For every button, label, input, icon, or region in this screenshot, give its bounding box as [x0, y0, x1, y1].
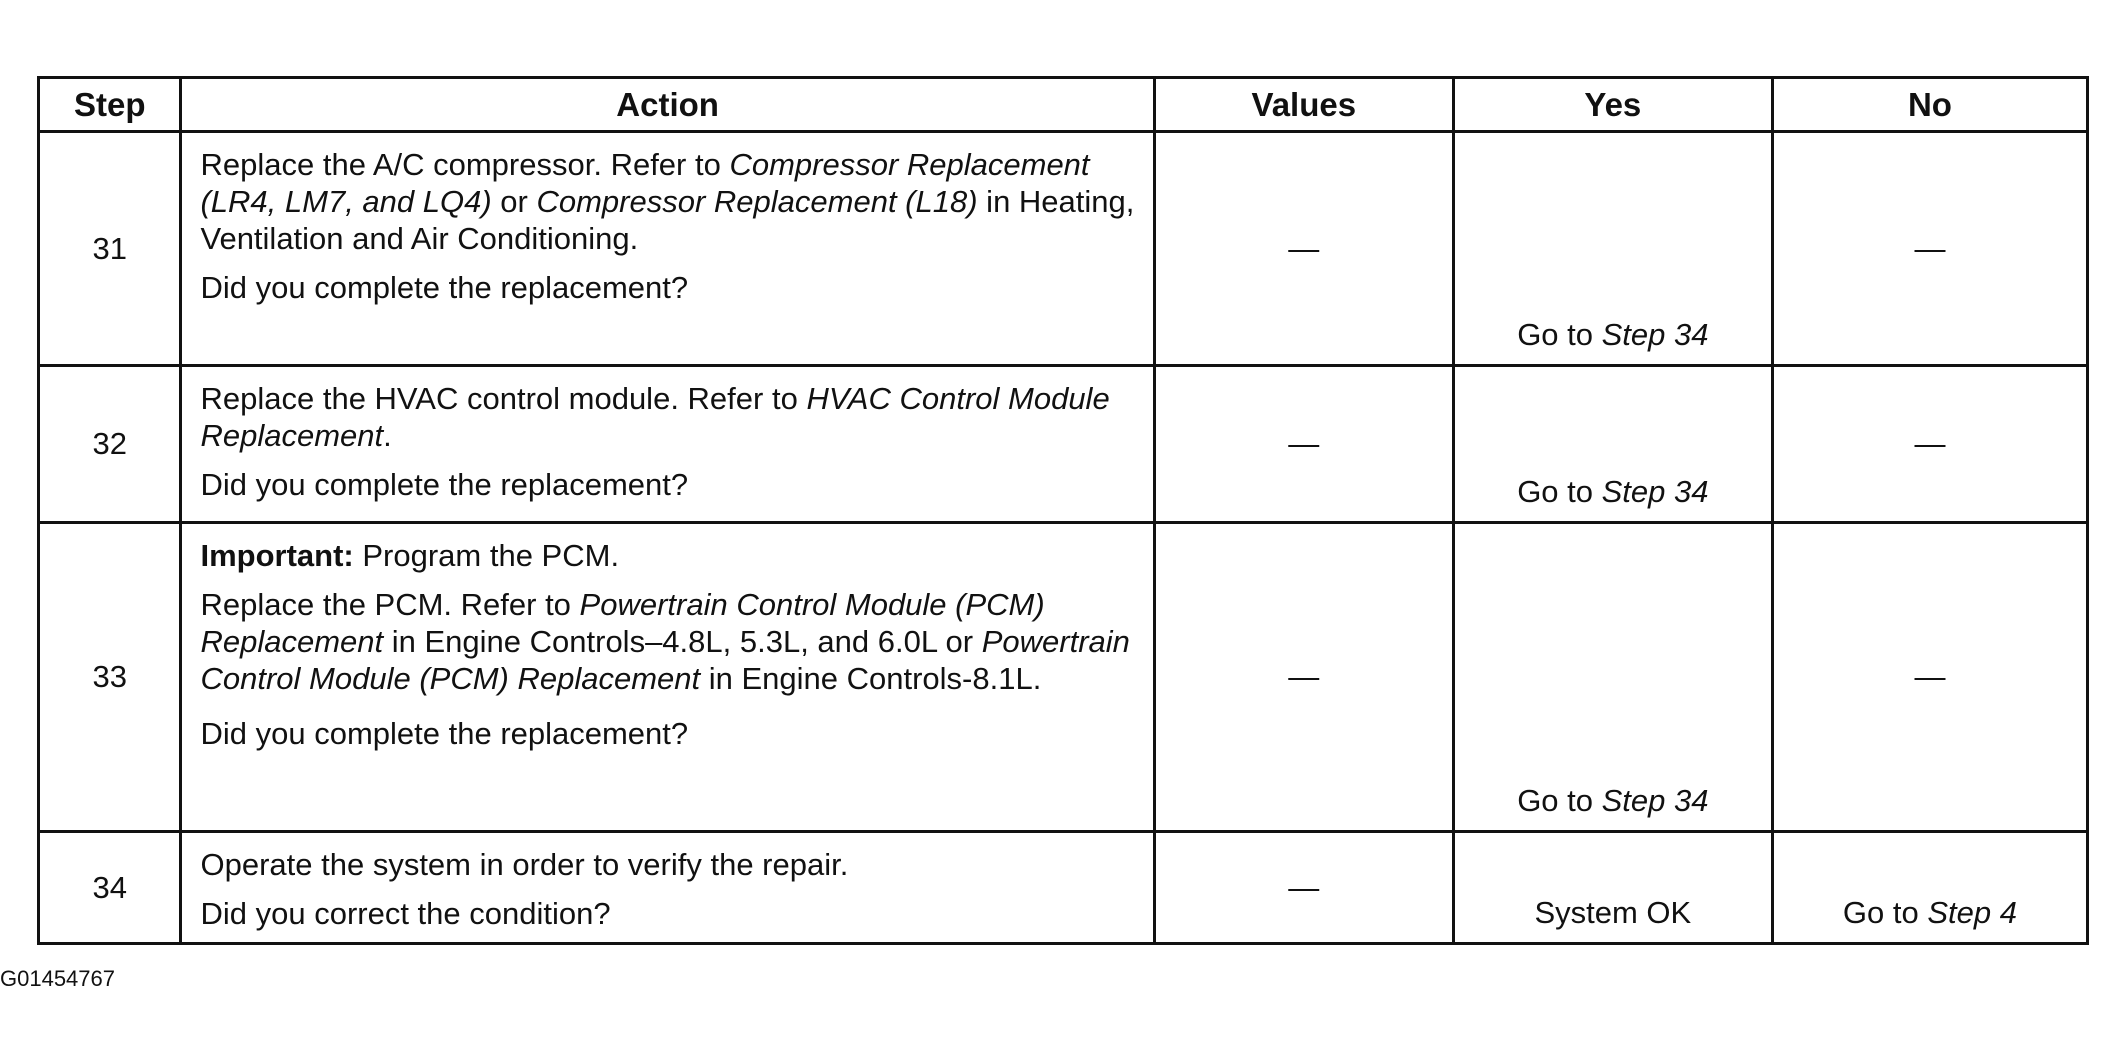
- important-note: Important: Program the PCM.: [200, 538, 620, 573]
- action-question: Did you complete the replacement?: [200, 270, 689, 305]
- step-number: 31: [39, 132, 181, 366]
- reference-link: Compressor Replacement (L18): [536, 184, 978, 219]
- reference-link: Powertrain Control Module (PCM) Replacement: [200, 624, 1130, 696]
- action-cell: [181, 832, 1154, 944]
- action-question: Did you complete the replacement?: [200, 467, 689, 502]
- action-question: Did you complete the replacement?: [200, 716, 689, 751]
- table-row: [39, 132, 2088, 366]
- reference-link: Compressor Replacement (LR4, LM7, and LQ4): [200, 147, 1090, 219]
- no-cell: —: [1772, 132, 2087, 366]
- header-values: Values: [1154, 78, 1453, 132]
- action-cell: [181, 132, 1154, 366]
- yes-cell: System OK: [1453, 832, 1772, 944]
- header-action: Action: [181, 78, 1154, 132]
- step-link[interactable]: Step 4: [1927, 895, 2017, 930]
- values-cell: —: [1154, 523, 1453, 832]
- step-number: 32: [39, 366, 181, 523]
- no-cell: Go to Step 4: [1772, 832, 2087, 944]
- header-row: [39, 78, 2088, 132]
- no-cell: —: [1772, 366, 2087, 523]
- yes-cell: Go to Step 34: [1453, 132, 1772, 366]
- header-no: No: [1772, 78, 2087, 132]
- step-link[interactable]: Step 34: [1601, 783, 1709, 818]
- step-number: 33: [39, 523, 181, 832]
- step-number: 34: [39, 832, 181, 944]
- action-question: Did you correct the condition?: [200, 896, 611, 931]
- header-step: Step: [39, 78, 181, 132]
- action-text: Operate the system in order to verify the repair.: [200, 847, 849, 882]
- values-cell: —: [1154, 832, 1453, 944]
- values-cell: —: [1154, 132, 1453, 366]
- yes-cell: Go to Step 34: [1453, 523, 1772, 832]
- table-row: [39, 366, 2088, 523]
- figure-id: G01454767: [0, 966, 115, 991]
- reference-link: HVAC Control Module Replacement: [200, 381, 1110, 453]
- diagnostic-table: [37, 76, 2089, 945]
- step-link[interactable]: Step 34: [1601, 474, 1709, 509]
- yes-cell: Go to Step 34: [1453, 366, 1772, 523]
- important-label: Important:: [200, 538, 354, 573]
- table-row: [39, 523, 2088, 832]
- action-cell: [181, 523, 1154, 832]
- step-link[interactable]: Step 34: [1601, 317, 1709, 352]
- action-text: Replace the PCM. Refer to Powertrain Control Module (PCM) Replacement in Engine Controls–4.8L, 5.3L, and 6.0L or Powertrain Control Module (PCM) Replacement in Engine Controls-8.1L.: [200, 587, 1130, 696]
- reference-link: Powertrain Control Module (PCM) Replacement: [200, 587, 1045, 659]
- action-text: Replace the A/C compressor. Refer to Compressor Replacement (LR4, LM7, and LQ4) or Compressor Replacement (L18) in Heating, Ventilation and Air Conditioning.: [200, 147, 1135, 256]
- header-yes: Yes: [1453, 78, 1772, 132]
- no-cell: —: [1772, 523, 2087, 832]
- values-cell: —: [1154, 366, 1453, 523]
- action-text: Replace the HVAC control module. Refer to HVAC Control Module Replacement.: [200, 381, 1110, 453]
- table-row: [39, 832, 2088, 944]
- action-cell: [181, 366, 1154, 523]
